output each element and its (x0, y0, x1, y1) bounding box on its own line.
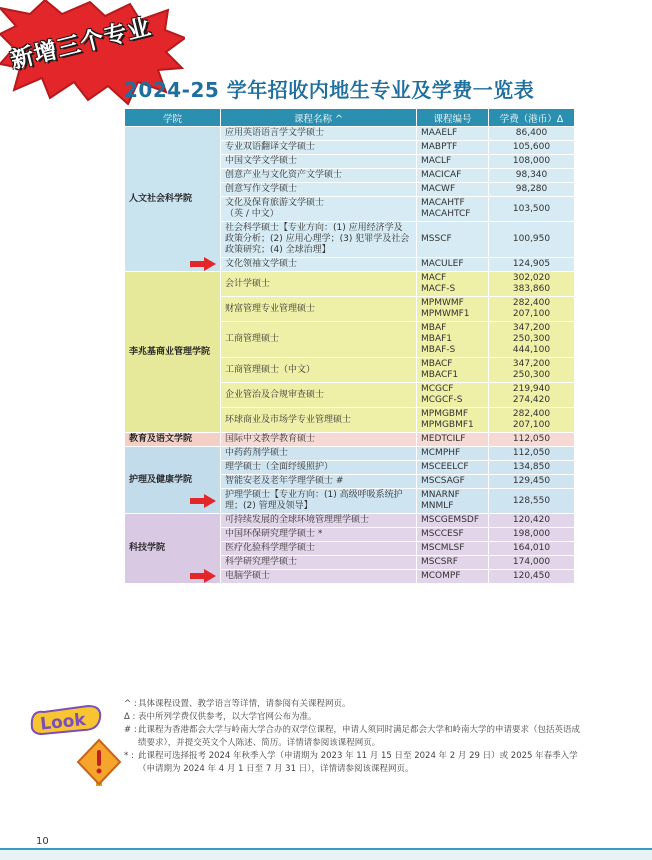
course-name-cell: 电脑学硕士 (221, 570, 417, 584)
course-code-cell: MNARNF MNMLF (417, 489, 489, 514)
tuition-fee-cell: 105,600 (489, 141, 575, 155)
course-code-cell: MPMGBMF MPMGBMF1 (417, 408, 489, 433)
course-name-cell: 工商管理硕士 (221, 322, 417, 358)
course-code-cell: MSCCESF (417, 528, 489, 542)
page-number: 10 (36, 836, 49, 847)
course-code-cell: MACLF (417, 155, 489, 169)
tuition-fee-cell: 164,010 (489, 542, 575, 556)
tuition-fee-cell: 112,050 (489, 447, 575, 461)
course-code-cell: MSCMLSF (417, 542, 489, 556)
course-name-cell: 专业双语翻译文学硕士 (221, 141, 417, 155)
footnote (124, 698, 584, 711)
course-name-cell: 文化及保育旅游文学硕士 （英 / 中文） (221, 197, 417, 222)
look-icon (28, 702, 104, 736)
course-code-cell: MACICAF (417, 169, 489, 183)
course-code-cell: MSSCF (417, 222, 489, 258)
tuition-fee-cell: 98,280 (489, 183, 575, 197)
tuition-fee-cell: 134,850 (489, 461, 575, 475)
tuition-fee-cell: 120,450 (489, 570, 575, 584)
footnote-text: 此课程可选择报考 2024 年秋季入学（申请期为 2023 年 11 月 15 日至 2024 年 2 月 29 日）或 2025 年春季入学（申请期为 2024 年 4 月 1 日至 7 月 31 日），详情请参阅该课程网页。 (138, 751, 578, 774)
header-code: 课程编号 (417, 109, 489, 127)
course-name-cell: 社会科学硕士【专业方向：(1) 应用经济学及 政策分析；(2) 应用心理学；(3) 犯罪学及社会 政策研究；(4) 全球治理】 (221, 222, 417, 258)
tuition-fee-cell: 219,940 274,420 (489, 383, 575, 408)
course-name-cell: 创意产业与文化资产文学硕士 (221, 169, 417, 183)
course-code-cell: MSCSRF (417, 556, 489, 570)
course-name-cell: 医疗化验科学理学硕士 (221, 542, 417, 556)
tuition-fee-cell: 282,400 207,100 (489, 408, 575, 433)
course-name-cell: 理学硕士（全面纾缓照护） (221, 461, 417, 475)
course-name-cell: 国际中文教学教育硕士 (221, 433, 417, 447)
tuition-fee-cell: 282,400 207,100 (489, 297, 575, 322)
course-code-cell: MSCEELCF (417, 461, 489, 475)
footnote (124, 711, 584, 724)
banner-text: 新增三个专业 (7, 14, 154, 75)
look-label: Look (39, 710, 87, 735)
course-name-cell: 可持续发展的全球环境管理理学硕士 (221, 514, 417, 528)
table-header-row (125, 109, 575, 127)
look-sticker (28, 702, 104, 736)
course-code-cell: MCMPHF (417, 447, 489, 461)
tuition-fee-cell: 108,000 (489, 155, 575, 169)
footnote-symbol: # : (124, 725, 137, 735)
course-code-cell: MBAF MBAF1 MBAF-S (417, 322, 489, 358)
course-code-cell: MCOMPF (417, 570, 489, 584)
tuition-fee-cell: 129,450 (489, 475, 575, 489)
course-code-cell: MABPTF (417, 141, 489, 155)
course-name-cell: 财富管理专业管理硕士 (221, 297, 417, 322)
footnotes (124, 698, 584, 776)
tuition-fee-cell: 98,340 (489, 169, 575, 183)
table-row (125, 447, 575, 461)
footnote (124, 750, 584, 776)
footnote-symbol: ^ : (124, 699, 137, 709)
tuition-fee-cell: 124,905 (489, 258, 575, 272)
course-code-cell: MACF MACF-S (417, 272, 489, 297)
course-name-cell: 创意写作文学硕士 (221, 183, 417, 197)
course-code-cell: MACAHTF MACAHTCF (417, 197, 489, 222)
course-name-cell: 中国文学文学硕士 (221, 155, 417, 169)
course-code-cell: MCGCF MCGCF-S (417, 383, 489, 408)
table-row (125, 272, 575, 297)
school-cell: 李兆基商业管理学院 (125, 272, 221, 433)
header-fee: 学费（港币）Δ (489, 109, 575, 127)
school-cell: 护理及健康学院 (125, 447, 221, 514)
table-body (125, 127, 575, 584)
school-cell: 教育及语文学院 (125, 433, 221, 447)
course-name-cell: 工商管理硕士（中文） (221, 358, 417, 383)
course-name-cell: 中药药剂学硕士 (221, 447, 417, 461)
tuition-fee-cell: 100,950 (489, 222, 575, 258)
course-code-cell: MBACF MBACF1 (417, 358, 489, 383)
header-school: 学院 (125, 109, 221, 127)
tuition-fee-cell: 347,200 250,300 (489, 358, 575, 383)
exclamation-icon (76, 738, 122, 788)
footer-bar (0, 848, 652, 860)
course-name-cell: 护理学硕士【专业方向：(1) 高级呼吸系统护 理；(2) 管理及领导】 (221, 489, 417, 514)
footnote (124, 724, 584, 750)
course-name-cell: 科学研究理学硕士 (221, 556, 417, 570)
footnote-text: 表中所列学费仅供参考，以大学官网公布为准。 (138, 712, 317, 722)
new-program-arrow-icon (190, 569, 216, 583)
course-name-cell: 文化领袖文学硕士 (221, 258, 417, 272)
course-name-cell: 环球商业及市场学专业管理硕士 (221, 408, 417, 433)
footnote-text: 具体课程设置、教学语言等详情，请参阅有关课程网页。 (138, 699, 351, 709)
tuition-fee-cell: 86,400 (489, 127, 575, 141)
tuition-fee-cell: 128,550 (489, 489, 575, 514)
course-code-cell: MEDTCILF (417, 433, 489, 447)
tuition-fee-cell: 112,050 (489, 433, 575, 447)
new-program-arrow-icon (190, 494, 216, 508)
course-code-cell: MSCGEMSDF (417, 514, 489, 528)
course-code-cell: MPMWMF MPMWMF1 (417, 297, 489, 322)
course-code-cell: MACULEF (417, 258, 489, 272)
course-code-cell: MAAELF (417, 127, 489, 141)
tuition-fee-cell: 198,000 (489, 528, 575, 542)
course-code-cell: MACWF (417, 183, 489, 197)
new-program-arrow-icon (190, 257, 216, 271)
course-name-cell: 企业管治及合规审查硕士 (221, 383, 417, 408)
table-row (125, 433, 575, 447)
fee-table (124, 108, 575, 584)
tuition-fee-cell: 302,020 383,860 (489, 272, 575, 297)
table-row (125, 514, 575, 528)
footnote-text: 此课程为香港都会大学与岭南大学合办的双学位课程，申请人须同时满足都会大学和岭南大学的申请要求（包括英语成绩要求），并提交英文个人陈述、简历。详情请参阅该课程网页。 (138, 725, 581, 748)
footnote-symbol: * : (124, 751, 134, 761)
table-row (125, 127, 575, 141)
page-title: 2024-25 学年招收内地生专业及学费一览表 (124, 78, 535, 102)
course-name-cell: 中国环保研究理学硕士 * (221, 528, 417, 542)
warning-sign (76, 738, 122, 788)
course-name-cell: 应用英语语言学文学硕士 (221, 127, 417, 141)
tuition-fee-cell: 120,420 (489, 514, 575, 528)
course-name-cell: 智能安老及老年学理学硕士 # (221, 475, 417, 489)
header-course: 课程名称 ^ (221, 109, 417, 127)
tuition-fee-cell: 347,200 250,300 444,100 (489, 322, 575, 358)
course-code-cell: MSCSAGF (417, 475, 489, 489)
tuition-fee-cell: 174,000 (489, 556, 575, 570)
school-cell: 人文社会科学院 (125, 127, 221, 272)
tuition-fee-cell: 103,500 (489, 197, 575, 222)
footnote-symbol: Δ : (124, 712, 136, 722)
course-name-cell: 会计学硕士 (221, 272, 417, 297)
school-cell: 科技学院 (125, 514, 221, 584)
